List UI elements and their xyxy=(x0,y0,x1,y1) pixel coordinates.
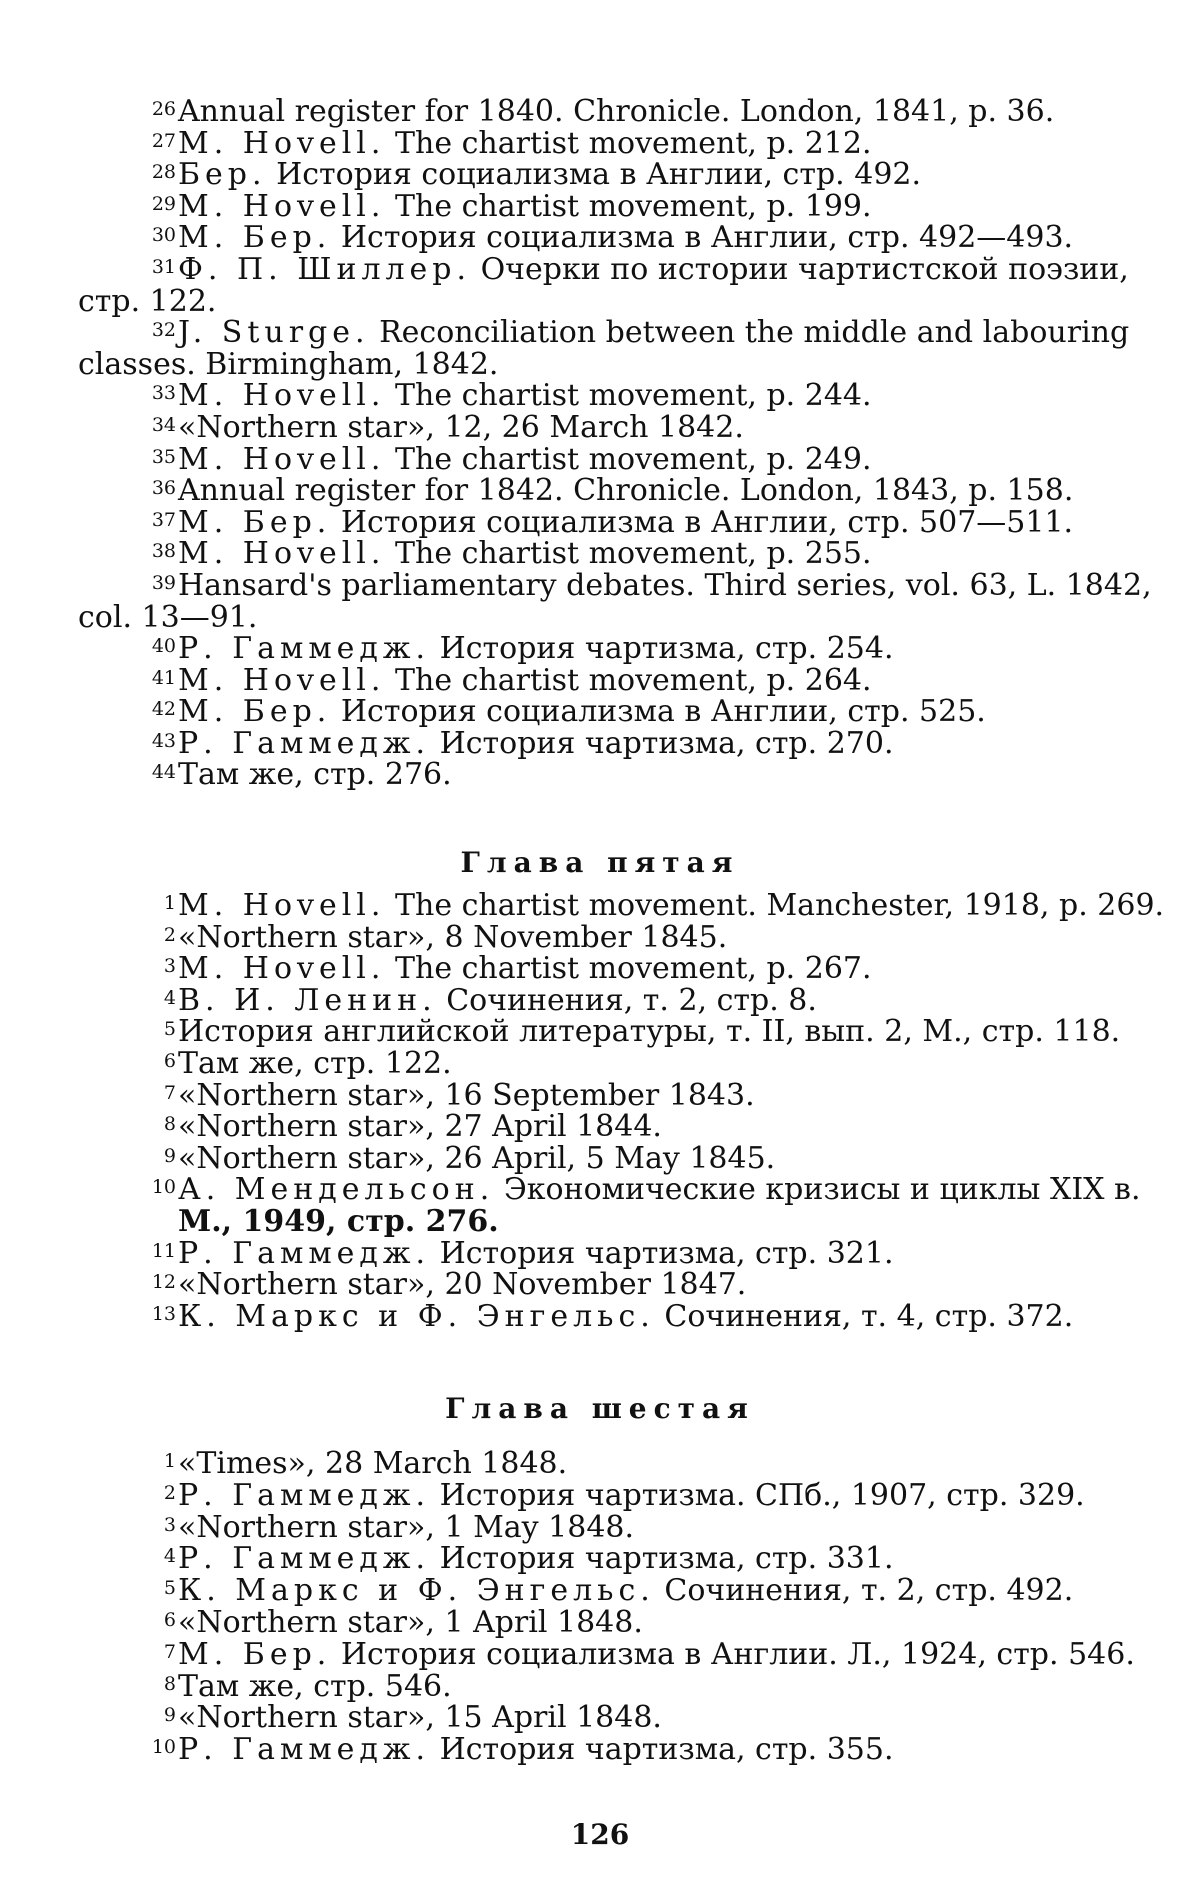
footnote-continuation xyxy=(78,1203,1128,1239)
footnote xyxy=(78,1269,1128,1301)
footnote-text: История социализма в Англии, стр. 492—493. xyxy=(331,220,1074,256)
footnote-text: Там же, стр. 122. xyxy=(178,1045,452,1081)
footnote-text: The chartist movement, p. 249. xyxy=(385,441,872,477)
footnote xyxy=(78,125,1128,161)
footnote xyxy=(78,441,1128,477)
footnote xyxy=(78,1045,1128,1081)
footnote-continuation xyxy=(78,346,1128,382)
footnote-number: 41 xyxy=(151,666,176,689)
footnote xyxy=(78,1016,1128,1048)
footnote xyxy=(78,1298,1128,1334)
chapter-5-heading: Глава пятая xyxy=(460,846,740,879)
footnote-number: 7 xyxy=(163,1640,176,1663)
footnote xyxy=(78,1235,1128,1271)
footnote-text: The chartist movement, p. 199. xyxy=(385,188,872,224)
footnote xyxy=(78,1734,1128,1766)
footnote-number: 44 xyxy=(151,761,176,784)
footnote xyxy=(78,475,1128,507)
footnote-number: 27 xyxy=(151,129,176,152)
footnote-author: M. Hovell. xyxy=(178,125,386,161)
footnote-number: 11 xyxy=(151,1239,176,1262)
footnote xyxy=(78,538,1128,570)
footnote xyxy=(78,567,1152,603)
footnote-author: М. Бер. xyxy=(178,694,332,730)
footnote-number: 5 xyxy=(163,1018,176,1041)
footnote-number: 1 xyxy=(163,1450,176,1472)
footnote-number: 33 xyxy=(151,382,176,405)
footnote-text: Сочинения, т. 4, стр. 372. xyxy=(654,1298,1074,1334)
footnote-number: 26 xyxy=(151,98,176,120)
footnote-continuation xyxy=(78,283,1128,319)
footnote-text: М., 1949, стр. 276. xyxy=(178,1203,499,1239)
footnote-text: Экономические кризисы и циклы XIX в. xyxy=(494,1172,1141,1208)
footnote-number: 10 xyxy=(151,1736,176,1759)
footnote-text: Hansard's parliamentary debates. Third series, vol. 63, L. 1842, xyxy=(178,567,1152,603)
footnote-text: История чартизма, стр. 270. xyxy=(430,725,894,761)
footnote-text: «Northern star», 8 November 1845. xyxy=(178,919,728,955)
footnotes-chapter-6 xyxy=(78,1446,1135,1768)
footnote-text: «Northern star», 12, 26 March 1842. xyxy=(178,409,744,445)
footnote-author: J. Sturge. xyxy=(178,315,370,351)
footnote-author: К. Маркс и Ф. Энгельс. xyxy=(178,1573,655,1609)
footnote xyxy=(78,251,1129,287)
footnote-number: 29 xyxy=(151,192,176,215)
footnote-author: M. Hovell. xyxy=(178,662,386,698)
footnote-author: М. Бер. xyxy=(178,1636,332,1672)
footnote-number: 6 xyxy=(163,1049,176,1072)
footnote xyxy=(78,662,1128,698)
footnote-text: История чартизма, стр. 355. xyxy=(430,1732,894,1768)
footnote-text: История социализма в Англии. Л., 1924, стр. 546. xyxy=(331,1636,1135,1672)
footnote xyxy=(78,1077,1128,1113)
footnote xyxy=(78,919,1128,955)
footnote-number: 1 xyxy=(163,892,176,914)
footnote-author: Р. Гаммедж. xyxy=(178,725,431,761)
footnote-text: «Northern star», 15 April 1848. xyxy=(178,1700,662,1736)
footnote-text: The chartist movement, p. 255. xyxy=(385,536,872,572)
footnotes-chapter-4 xyxy=(78,94,1152,793)
footnote xyxy=(78,1477,1128,1513)
footnote-author: Р. Гаммедж. xyxy=(178,1732,431,1768)
footnote xyxy=(78,1668,1128,1704)
footnotes-chapter-5 xyxy=(78,888,1165,1334)
footnote-number: 42 xyxy=(151,698,176,721)
footnote-author: Р. Гаммедж. xyxy=(178,1235,431,1271)
footnote-number: 34 xyxy=(151,413,176,436)
footnote-text: Annual register for 1842. Chronicle. London, 1843, p. 158. xyxy=(178,473,1074,509)
footnote-text: История социализма в Англии, стр. 525. xyxy=(331,694,986,730)
footnote xyxy=(78,188,1128,224)
footnote-text: The chartist movement, p. 212. xyxy=(385,125,872,161)
footnote-author: К. Маркс и Ф. Энгельс. xyxy=(178,1298,655,1334)
footnote-number: 8 xyxy=(163,1113,176,1136)
footnote xyxy=(78,1509,1128,1545)
footnote-author: M. Hovell. xyxy=(178,536,386,572)
footnote xyxy=(78,96,1128,128)
footnote-number: 8 xyxy=(163,1672,176,1695)
footnote-number: 13 xyxy=(151,1302,176,1325)
footnote-text: «Northern star», 16 September 1843. xyxy=(178,1077,755,1113)
footnote xyxy=(78,380,1128,412)
footnote-author: В. И. Ленин. xyxy=(178,982,437,1018)
footnote-number: 28 xyxy=(151,161,176,184)
footnote-text: «Northern star», 1 April 1848. xyxy=(178,1604,643,1640)
footnote-text: The chartist movement, p. 244. xyxy=(385,378,872,414)
footnote-number: 2 xyxy=(163,1481,176,1504)
footnote xyxy=(78,888,1165,923)
footnote xyxy=(78,982,1128,1018)
footnote-text: История английской литературы, т. II, вып. 2, М., стр. 118. xyxy=(178,1014,1121,1050)
footnote-number: 9 xyxy=(163,1704,176,1727)
footnote xyxy=(78,759,1128,791)
footnote-number: 7 xyxy=(163,1081,176,1104)
footnote-author: А. Мендельсон. xyxy=(178,1172,495,1208)
footnote-text: Reconciliation between the middle and labouring xyxy=(369,315,1130,351)
footnote-number: 40 xyxy=(151,635,176,658)
footnote xyxy=(78,222,1128,254)
footnote-text: «Northern star», 1 May 1848. xyxy=(178,1509,635,1545)
footnote-text: Очерки по истории чартистской поэзии, xyxy=(471,251,1129,287)
footnote-author: Р. Гаммедж. xyxy=(178,1477,431,1513)
footnote-author: Ф. П. Шиллер. xyxy=(178,251,472,287)
footnote-number: 43 xyxy=(151,729,176,752)
footnote-text: История чартизма. СПб., 1907, стр. 329. xyxy=(430,1477,1085,1513)
footnote xyxy=(78,1636,1135,1672)
footnote-number: 30 xyxy=(151,224,176,247)
footnote-text: Там же, стр. 546. xyxy=(178,1668,452,1704)
footnote-number: 37 xyxy=(151,508,176,531)
footnote-number: 12 xyxy=(151,1271,176,1294)
footnote-number: 9 xyxy=(163,1144,176,1167)
footnote xyxy=(78,1702,1128,1734)
footnote-author: M. Hovell. xyxy=(178,888,386,923)
footnote-text: Сочинения, т. 2, стр. 8. xyxy=(436,982,817,1018)
footnote xyxy=(78,953,1128,985)
footnote-author: M. Hovell. xyxy=(178,188,386,224)
footnote-number: 3 xyxy=(163,1513,176,1536)
footnote xyxy=(78,409,1128,445)
footnote xyxy=(78,317,1128,349)
footnote-author: Р. Гаммедж. xyxy=(178,631,431,667)
footnote-number: 32 xyxy=(151,319,176,342)
footnote-text: История социализма в Англии, стр. 507—511. xyxy=(331,504,1074,540)
footnote-number: 39 xyxy=(151,571,176,594)
footnote-text: The chartist movement. Manchester, 1918, p. 269. xyxy=(385,888,1165,923)
footnote-text: Annual register for 1840. Chronicle. London, 1841, p. 36. xyxy=(178,94,1055,129)
footnote xyxy=(78,1604,1128,1640)
footnote-text: История социализма в Англии, стр. 492. xyxy=(266,157,922,193)
footnote-text: История чартизма, стр. 321. xyxy=(430,1235,894,1271)
footnote-text: «Northern star», 26 April, 5 May 1845. xyxy=(178,1140,776,1176)
footnote-number: 36 xyxy=(151,477,176,500)
footnote-text: Сочинения, т. 2, стр. 492. xyxy=(654,1573,1074,1609)
footnote-number: 31 xyxy=(151,255,176,278)
footnote xyxy=(78,159,1128,191)
footnote-author: M. Hovell. xyxy=(178,378,386,414)
footnote-author: М. Бер. xyxy=(178,504,332,540)
footnote-continuation xyxy=(78,599,1128,635)
footnote xyxy=(78,1140,1128,1176)
footnote-number: 6 xyxy=(163,1608,176,1631)
footnote-text: История чартизма, стр. 254. xyxy=(430,631,894,667)
footnote xyxy=(78,725,1128,761)
footnote-text: col. 13—91. xyxy=(78,599,258,635)
footnote-author: M. Hovell. xyxy=(178,441,386,477)
footnote-number: 5 xyxy=(163,1577,176,1600)
footnote-text: «Northern star», 20 November 1847. xyxy=(178,1267,747,1303)
chapter-6-heading: Глава шестая xyxy=(445,1392,755,1425)
footnote xyxy=(78,1448,1128,1480)
footnote-text: classes. Birmingham, 1842. xyxy=(78,346,499,382)
footnote-number: 4 xyxy=(163,986,176,1009)
footnote xyxy=(78,633,1128,665)
footnote xyxy=(78,504,1128,540)
footnote-text: «Northern star», 27 April 1844. xyxy=(178,1109,662,1145)
footnote xyxy=(78,1543,1128,1575)
footnote-number: 38 xyxy=(151,540,176,563)
page-number: 126 xyxy=(570,1818,630,1851)
footnote xyxy=(78,1172,1141,1208)
footnote-text: The chartist movement, p. 264. xyxy=(385,662,872,698)
footnote-number: 3 xyxy=(163,955,176,978)
footnote-text: стр. 122. xyxy=(78,283,217,319)
footnote-text: The chartist movement, p. 267. xyxy=(385,951,872,987)
footnote-number: 10 xyxy=(151,1176,176,1199)
footnote-text: История чартизма, стр. 331. xyxy=(430,1541,894,1577)
footnote-text: «Times», 28 March 1848. xyxy=(178,1446,568,1481)
footnote xyxy=(78,1111,1128,1143)
footnote-author: М. Бер. xyxy=(178,220,332,256)
footnote xyxy=(78,1575,1128,1607)
footnote-text: Там же, стр. 276. xyxy=(178,757,452,793)
footnote xyxy=(78,696,1128,728)
footnote-author: M. Hovell. xyxy=(178,951,386,987)
footnote-author: Бер. xyxy=(178,157,267,193)
footnote-number: 35 xyxy=(151,445,176,468)
footnote-author: Р. Гаммедж. xyxy=(178,1541,431,1577)
footnote-number: 2 xyxy=(163,923,176,946)
footnote-number: 4 xyxy=(163,1545,176,1568)
